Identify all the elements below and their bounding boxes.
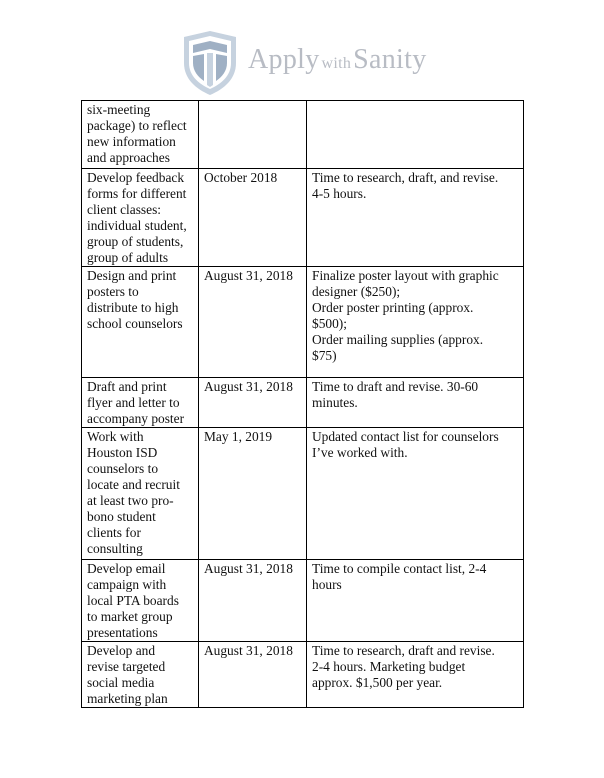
notes-cell-line: approx. $1,500 per year. [312,675,443,690]
table-row [82,428,524,560]
task-cell-line: campaign with [87,577,167,592]
table-row [82,378,524,428]
due-date-cell [199,642,307,708]
due-date-cell [199,428,307,560]
due-date-cell-line: August 31, 2018 [204,268,293,283]
table-row [82,101,524,169]
marketing-plan-table-body [82,101,524,708]
table-row [82,642,524,708]
notes-cell-line: $500); [312,316,347,331]
notes-cell-line: Time to draft and revise. 30-60 [312,379,479,394]
due-date-cell [199,378,307,428]
due-date-cell [199,169,307,267]
task-cell-line: Develop and [87,643,156,658]
task-cell [82,169,199,267]
notes-cell-line: Order poster printing (approx. [312,300,474,315]
notes-cell-line: Time to compile contact list, 2-4 [312,561,487,576]
task-cell-line: locate and recruit [87,477,180,492]
task-cell-line: local PTA boards [87,593,179,608]
task-cell-line: flyer and letter to [87,395,180,410]
task-cell-line: client classes: [87,202,161,217]
task-cell-line: counselors to [87,461,159,476]
due-date-cell-line: August 31, 2018 [204,643,293,658]
task-cell-line: six-meeting [87,102,151,117]
task-cell-line: package) to reflect [87,118,187,133]
task-cell-line: social media [87,675,155,690]
task-cell-line: Houston ISD [87,445,158,460]
table-row [82,267,524,378]
task-cell-line: Develop email [87,561,166,576]
notes-cell-line: minutes. [312,395,358,410]
logo-word-apply: Apply [248,44,320,75]
task-cell-line: individual student, [87,218,187,233]
task-cell [82,560,199,642]
notes-cell-line: Time to research, draft, and revise. [312,170,499,185]
marketing-plan-table [81,100,524,708]
shield-logo-icon [180,29,240,97]
notes-cell-line: hours [312,577,342,592]
notes-cell-line: Finalize poster layout with graphic [312,268,499,283]
task-cell-line: school counselors [87,316,183,331]
task-cell-line: posters to [87,284,139,299]
logo-word-with: with [321,55,352,72]
notes-cell-line: Updated contact list for counselors [312,429,499,444]
notes-cell [307,169,524,267]
task-cell-line: Work with [87,429,144,444]
notes-cell-line: 2-4 hours. Marketing budget [312,659,466,674]
task-cell-line: presentations [87,625,158,640]
due-date-cell-line: August 31, 2018 [204,561,293,576]
apply-with-sanity-logo [180,26,427,100]
notes-cell-line: $75) [312,348,337,363]
task-cell [82,101,199,169]
task-cell [82,267,199,378]
task-cell-line: marketing plan [87,691,168,706]
task-cell-line: and approaches [87,150,170,165]
task-cell-line: group of students, [87,234,184,249]
notes-cell [307,267,524,378]
due-date-cell [199,101,307,169]
task-cell-line: clients for [87,525,141,540]
task-cell-line: to market group [87,609,173,624]
notes-cell-line: 4-5 hours. [312,186,367,201]
task-cell-line: at least two pro- [87,493,174,508]
task-cell-line: consulting [87,541,143,556]
due-date-cell [199,267,307,378]
task-cell-line: accompany poster [87,411,185,426]
notes-cell [307,101,524,169]
task-cell [82,642,199,708]
notes-cell [307,428,524,560]
task-cell-line: new information [87,134,176,149]
table-row [82,169,524,267]
notes-cell [307,560,524,642]
task-cell-line: forms for different [87,186,187,201]
notes-cell-line: Time to research, draft and revise. [312,643,495,658]
due-date-cell-line: May 1, 2019 [204,429,273,444]
task-cell-line: group of adults [87,250,169,265]
table-row [82,560,524,642]
due-date-cell-line: August 31, 2018 [204,379,293,394]
notes-cell-line: designer ($250); [312,284,401,299]
logo-wordmark [248,46,427,74]
notes-cell [307,378,524,428]
task-cell [82,378,199,428]
task-cell-line: Draft and print [87,379,167,394]
task-cell-line: distribute to high [87,300,179,315]
due-date-cell [199,560,307,642]
due-date-cell-line: October 2018 [204,170,278,185]
logo-word-sanity: Sanity [353,44,427,75]
notes-cell [307,642,524,708]
task-cell-line: Design and print [87,268,177,283]
task-cell [82,428,199,560]
task-cell-line: Develop feedback [87,170,185,185]
notes-cell-line: I’ve worked with. [312,445,408,460]
task-cell-line: revise targeted [87,659,166,674]
notes-cell-line: Order mailing supplies (approx. [312,332,484,347]
task-cell-line: bono student [87,509,156,524]
